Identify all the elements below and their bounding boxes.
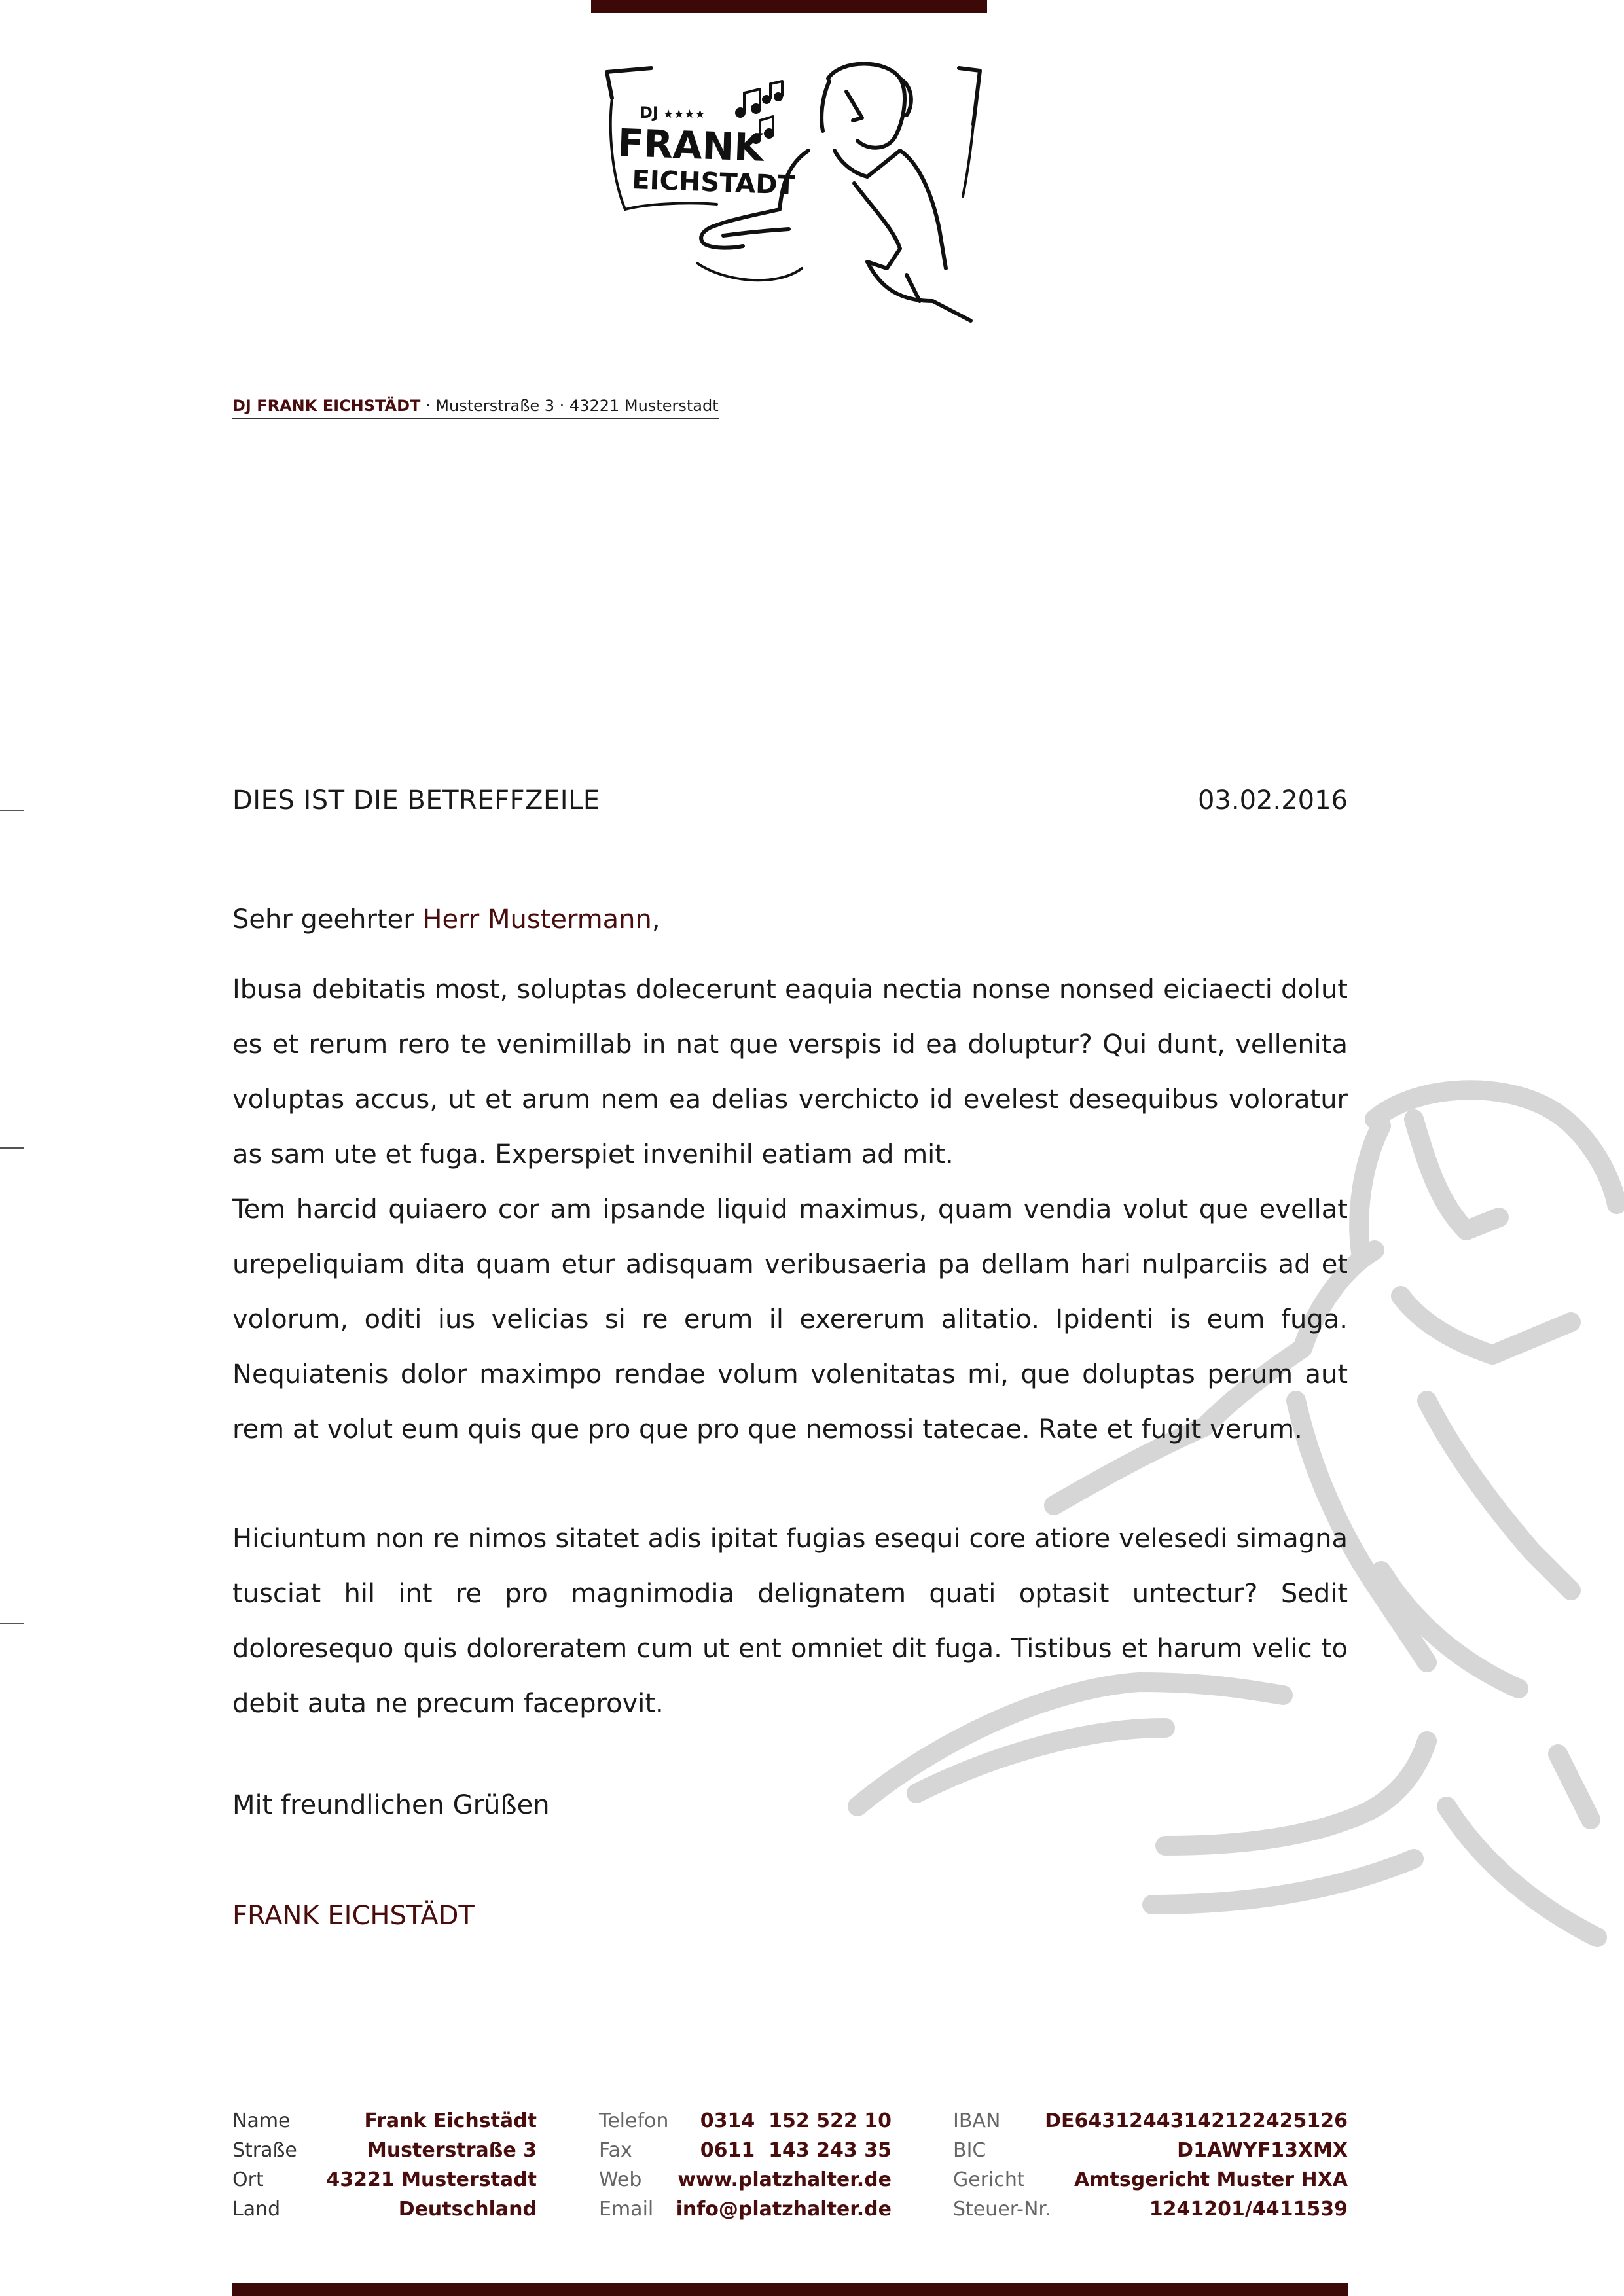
footer-row bbox=[953, 2165, 1348, 2195]
footer-value: Amtsgericht Muster HXA bbox=[1074, 2168, 1348, 2191]
footer-value: 0314 152 522 10 bbox=[700, 2109, 892, 2132]
footer-value: info@platzhalter.de bbox=[676, 2198, 892, 2221]
fold-mark-bottom bbox=[0, 1623, 24, 1624]
footer-value: Deutschland bbox=[398, 2198, 537, 2221]
footer-label: Straße bbox=[232, 2139, 297, 2162]
sender-address-line bbox=[232, 397, 719, 419]
footer-row bbox=[599, 2195, 892, 2224]
svg-text:FRANK: FRANK bbox=[617, 120, 765, 170]
footer-value: DE64312443142122425126 bbox=[1045, 2109, 1348, 2132]
footer-value: Musterstraße 3 bbox=[367, 2139, 537, 2162]
sender-name: DJ FRANK EICHSTÄDT bbox=[232, 397, 421, 415]
letter-date: 03.02.2016 bbox=[1197, 785, 1348, 816]
footer-label: Steuer-Nr. bbox=[953, 2198, 1051, 2221]
footer-row bbox=[599, 2165, 892, 2195]
footer-label: Name bbox=[232, 2109, 291, 2132]
footer-row bbox=[953, 2136, 1348, 2165]
fold-mark-top bbox=[0, 810, 24, 811]
footer-label: IBAN bbox=[953, 2109, 1001, 2132]
svg-text:DJ: DJ bbox=[640, 103, 659, 122]
punch-mark bbox=[0, 1147, 24, 1149]
svg-text:★★★★: ★★★★ bbox=[663, 107, 706, 121]
footer-label: Gericht bbox=[953, 2168, 1025, 2191]
footer-row bbox=[232, 2136, 537, 2165]
footer-row bbox=[232, 2106, 537, 2136]
body-paragraph-1: Ibusa debitatis most, soluptas dolecerunt eaquia nectia nonse nonsed eiciaecti dolut es et rerum rero te venimillab in nat que verspis id ea doluptur? Qui dunt, vellenita voluptas accus, ut et arum nem ea delias verchicto id evelest desequibus voloratur as sam ute et fuga. Experspiet invenihil eatiam ad mit. bbox=[232, 975, 1348, 1170]
body-paragraph-2: Tem harcid quiaero cor am ipsande liquid maximus, quam vendia volut que evellat urepeliquiam dita quam etur adisquam veribusaeria pa dellam hari nulparciis ad et volorum, oditi ius velicias si re erum il exererum alitatio. Ipidenti is eum fuga. Nequiatenis dolor maximpo rendae volum volenitatas mi, que doluptas perum aut rem at volut eum quis que pro que pro que nemossi tatecae. Rate et fugit verum. bbox=[232, 1194, 1348, 1444]
footer-value: Frank Eichstädt bbox=[364, 2109, 537, 2132]
bottom-accent-bar bbox=[232, 2283, 1348, 2296]
footer-value: 1241201/4411539 bbox=[1149, 2198, 1348, 2221]
footer-label: Fax bbox=[599, 2139, 632, 2162]
signature: FRANK EICHSTÄDT bbox=[232, 1901, 475, 1931]
closing: Mit freundlichen Grüßen bbox=[232, 1790, 550, 1820]
footer-label: BIC bbox=[953, 2139, 986, 2162]
footer-row bbox=[232, 2165, 537, 2195]
footer-label: Web bbox=[599, 2168, 642, 2191]
footer-label: Email bbox=[599, 2198, 654, 2221]
footer-address-column bbox=[232, 2106, 537, 2224]
footer-value: 0611 143 243 35 bbox=[700, 2139, 892, 2162]
footer-value: www.platzhalter.de bbox=[677, 2168, 892, 2191]
footer-value: 43221 Musterstadt bbox=[326, 2168, 537, 2191]
recipient-name: Herr Mustermann bbox=[422, 905, 652, 935]
footer-contact-column bbox=[599, 2106, 892, 2224]
top-accent-bar bbox=[591, 0, 987, 13]
subject-line: DIES IST DIE BETREFFZEILE bbox=[232, 785, 600, 816]
salutation bbox=[232, 905, 660, 935]
footer-row bbox=[599, 2106, 892, 2136]
sender-address: · Musterstraße 3 · 43221 Musterstadt bbox=[420, 397, 719, 415]
dj-logo bbox=[592, 52, 985, 347]
svg-text:EICHSTADT: EICHSTADT bbox=[631, 165, 796, 201]
footer-label: Ort bbox=[232, 2168, 264, 2191]
footer-row bbox=[953, 2195, 1348, 2224]
body-paragraph-3: Hiciuntum non re nimos sitatet adis ipitat fugias esequi core atiore velesedi simagna tusciat hil int re pro magnimodia delignatem quati optasit untectur? Sedit doloresequo quis doloreratem cum ut ent omniet dit fuga. Tistibus et harum velic to debit auta ne precum faceprovit. bbox=[232, 1524, 1348, 1719]
footer-row bbox=[599, 2136, 892, 2165]
salutation-suffix: , bbox=[651, 905, 660, 935]
footer-value: D1AWYF13XMX bbox=[1177, 2139, 1348, 2162]
salutation-prefix: Sehr geehrter bbox=[232, 905, 423, 935]
footer-bank-column bbox=[953, 2106, 1348, 2224]
footer-label: Land bbox=[232, 2198, 281, 2221]
footer-row bbox=[232, 2195, 537, 2224]
footer-label: Telefon bbox=[599, 2109, 669, 2132]
footer-row bbox=[953, 2106, 1348, 2136]
